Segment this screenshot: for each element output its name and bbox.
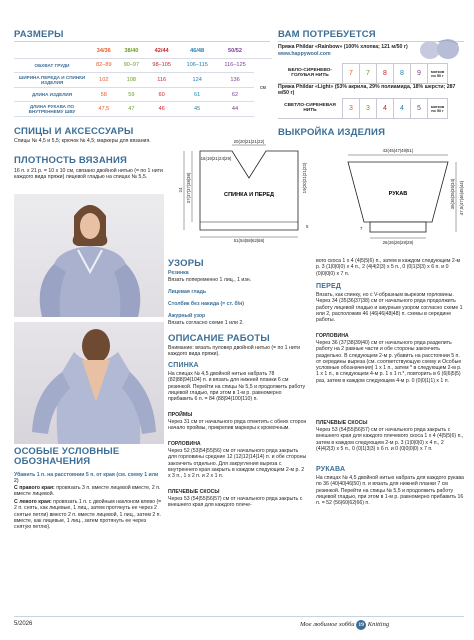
shoulder-heading: ПЛЕЧЕВЫЕ СКОСЫ — [168, 489, 220, 495]
shoulder-text-cont: вого скоса 1 х 4 (4|5|5|6) п., затем в каждом следующем 2-м р. 3 (1|0|0|0) х 4 п., 2 (4|4|2|3) х 5 п., 0 (0|1|3|3) х 6 п. и 0 (0|0|0|0) х 7 п. — [316, 258, 461, 277]
fneck-text: Через 36 (37|38|39|40) см от начального ряда разделить работу на 2 равные части и обе стороны закончить раздельно. В следующем 2-м р. убавить на расстоянии 5 п. от середины выреза (см. соответствующую схему и Особые условные обозначения) 1 х 1 п., затем * в следующем 2-м р. 1 х 1 п., в следующем 4-м р. 1 х 1 п.*, повторить в 6 (6|6|5|5) раз, затем в каждом следующем 4-м р. 0 (0|0|1|1) х 1 п. — [316, 340, 462, 384]
model-front-illustration — [14, 194, 164, 317]
dim-sleeve-top: 43(45|47|49|51) — [382, 148, 414, 153]
size-col: 50/52 — [216, 44, 254, 58]
yarn-swatch-icon — [418, 36, 462, 62]
sizes-heading: РАЗМЕРЫ — [14, 29, 64, 40]
model-photo-back — [14, 322, 164, 444]
pattern-heading: ВЫКРОЙКА ИЗДЕЛИЯ — [278, 127, 386, 138]
yarn2-title: Пряжа Phildar «Light» (53% акрила, 29% полиамида, 18% шерсти; 287 м/50 г) — [278, 84, 456, 97]
symbols-sub: Убавить 1 п. на расстоянии 5 п. от края (см. схему 1 или 2) — [14, 472, 159, 485]
materials-heading: ВАМ ПОТРЕБУЕТСЯ — [278, 29, 376, 40]
stitch-stockinette-title: Лицевая гладь — [168, 289, 207, 295]
dim-front-rib: 5 — [306, 224, 309, 229]
neck-text: Через 52 (53|54|55|56) см от начального ряда закрыть для горловины средние 12 (12|12|14|14) п. и обе стороны закончить отдельно. Для закругления выреза с внутреннего края закрыть в каждом следующем 2-м р. 2 х 3 п., 1 х 2 п. и 2 х 1 п. — [168, 448, 307, 480]
stitch-sc-title: Столбик без накида (= ст. б/н) — [168, 301, 245, 307]
needles-heading: СПИЦЫ И АКСЕССУАРЫ — [14, 126, 134, 137]
front-back-piece — [200, 151, 298, 230]
model-photo-front — [14, 194, 164, 317]
back-heading: СПИНКА — [168, 362, 199, 369]
dim-sleeve-bottom: 26(26|26|28|28) — [382, 240, 414, 245]
symbols-right-title: С правого края: — [14, 485, 55, 491]
yarn-swatch — [418, 36, 462, 62]
stitch-lace-title: Ажурный узор — [168, 313, 206, 319]
stitches-heading: УЗОРЫ — [168, 258, 204, 269]
size-col: 34/36 — [90, 44, 118, 58]
needles-text: Спицы № 4,5 и 5,5; крючок № 4,5; маркеры для вязания. — [14, 138, 151, 144]
dim-sleeve-rib: 7 — [360, 226, 363, 231]
back-text: На спицах № 4,5 двойной нитью набрать 78 (82|88|94|104) п. и вязать для нижней планки 6 см резинкой. Перейти на спицы № 5,5 и продолжить работу лицевой гладью, при этом в 1-м р. равномерно прибавить 6 п. = 84 (88|94|100|110) п. — [168, 371, 306, 403]
dim-front-armhole: 19(20|21|21|22) — [302, 162, 307, 194]
dim-sleeve-height: 36(36|35|35|34) — [450, 178, 455, 210]
sizes-header-row — [14, 44, 272, 58]
dim-front-height: 37(37|37|38|38) — [186, 172, 191, 204]
size-col: 38/40 — [118, 44, 146, 58]
pattern-diagram — [170, 138, 468, 250]
size-row: ШИРИНА ПЕРЕДА И СПИНКИ ИЗДЕЛИЯ 102 108 116 124 136 — [14, 73, 272, 88]
sizes-table — [14, 44, 272, 117]
dim-front-top: 20(20|21|21|22) — [233, 139, 265, 144]
front-label: СПИНКА И ПЕРЕД — [224, 192, 274, 198]
size-row: ДЛИНА РУКАВА ПО ВНУТРЕННЕМУ ШВУ 47,5 47 46 45 44 — [14, 102, 272, 117]
yarn2-table: СВЕТЛО-СИРЕНЕВАЯ НИТЬ 3 3 4 4 5 мотков по 50 г — [278, 98, 448, 119]
footer-knitting: Knitting — [367, 621, 390, 628]
sleeve-label: РУКАВ — [388, 191, 408, 197]
footer-magazine: Мое любимое хобби — [300, 621, 355, 628]
gauge-text: 16 п. х 21 р. = 10 х 10 см, связано двойной нитью (= по 1 нити каждого вида пряжи) лицевой гладью на спицах № 5,5. — [14, 168, 163, 181]
dim-front-bottom: 51(54|58|62|68) — [233, 238, 265, 243]
gauge-heading: ПЛОТНОСТЬ ВЯЗАНИЯ — [14, 155, 128, 166]
footer-rule — [14, 616, 464, 617]
symbols-heading: ОСОБЫЕ УСЛОВНЫЕ ОБОЗНАЧЕНИЯ — [14, 446, 120, 467]
armhole-text: Через 31 см от начального ряда отметить с обеих сторон начало проймы, прикрепив маркеры к кромочным. — [168, 419, 307, 432]
fneck-heading: ГОРЛОВИНА — [316, 333, 349, 339]
yarn1-site: www.happywool.com — [278, 51, 331, 57]
footer-issue: 5/2026 — [14, 621, 33, 627]
symbols-left-text: провязать 1 п. с двойным наклоном влево (= 2 п. снять, как лицевые, 1 лиц., затем протянуть ее через 2 снятые петли) вместо 2 п. вместе лицевой, 1 лиц., затем 2 п. вместе, как лицевые, 1 лиц., затем протянуть ее через снятую петлю). — [14, 499, 162, 531]
sleeves-heading: РУКАВА — [316, 466, 346, 473]
neck-heading: ГОРЛОВИНА — [168, 441, 201, 447]
stitch-lace-text: Вязать согласно схеме 1 или 2. — [168, 320, 244, 326]
shoulder-text: Через 53 (54|55|56|57) см от начального ряда закрыть с внешнего края для каждого плече- — [168, 496, 303, 509]
stitch-rib-title: Резинка — [168, 270, 189, 276]
symbols-left-title: С левого края: — [14, 499, 52, 505]
work-note: Внимание: вязать пуловер двойной нитью (= по 1 нити каждого вида пряжи). — [168, 345, 301, 358]
dim-front-shoulder: 16(19|21|24|29) — [200, 156, 232, 161]
symbols-right-text: провязать 3 п. вместе лицевой вместе, 2 п. вместе лицевой. — [14, 485, 161, 498]
dim-sleeve-total: 47,5(47|46|45|44) — [459, 180, 464, 216]
size-row: ДЛИНА ИЗДЕЛИЯ 58 59 60 61 62 — [14, 87, 272, 102]
yarn1-table: БЕЛО-СИРЕНЕВО-ГОЛУБАЯ НИТЬ 7 7 8 8 9 мотков по 50 г — [278, 63, 448, 84]
fshoulder-text: Через 53 (54|55|56|57) см от начального ряда закрыть с внешнего края для каждого плечевого скоса 1 х 4 (4|5|5|6) п., затем в каждом следующем 2-м р. 3 (1|0|0|0) х 4 п., 2 (4|4|2|3) х 5 п., 0 (0|1|3|3) х 6 п. и 0 (0|0|0|0) х 7 п. — [316, 427, 464, 452]
unit-label: см — [260, 84, 266, 91]
size-row: ОБХВАТ ГРУДИ 82–89 90–97 98–105 106–115 116–125 см — [14, 58, 272, 73]
symbols-left — [14, 499, 164, 530]
work-heading: ОПИСАНИЕ РАБОТЫ — [168, 333, 270, 344]
size-col: 46/48 — [178, 44, 216, 58]
size-col: 42/44 — [145, 44, 178, 58]
sleeves-text: На спицах № 4,5 двойной нитью набрать для каждого рукава по 36 (40|40|46|50) п. и вязать для нижней планки 7 см резинкой. Перейти на спицы № 5,5 и продолжить работу лицевой гладью, при этом в 1-м р. равномерно прибавить 16 п. = 52 (56|60|62|66) п. — [316, 475, 464, 507]
footer-brand — [300, 620, 389, 630]
sizes-rule — [14, 41, 270, 42]
dim-front-total: 24 — [178, 187, 183, 193]
footer-page: 19 — [356, 620, 366, 630]
model-back-illustration — [14, 322, 164, 444]
front-text: Вязать, как спинку, но с V-образным вырезом горловины. Через 34 (35|36|37|38) см от начального ряда продолжить работу лицевой гладью и ажурным узором согласно схеме 1 или 2, расположив 46 (46|46|48|48) п. схемы в середине работы. — [316, 292, 463, 324]
fshoulder-heading: ПЛЕЧЕВЫЕ СКОСЫ — [316, 420, 368, 426]
yarn1-title: Пряжа Phildar «Rainbow» (100% хлопка; 121 м/50 г) — [278, 44, 408, 50]
stitch-rib-text: Вязать попеременно 1 лиц., 1 изн. — [168, 277, 251, 283]
front-heading: ПЕРЕД — [316, 283, 342, 290]
symbols-right — [14, 485, 164, 498]
armhole-heading: ПРОЙМЫ — [168, 412, 193, 418]
